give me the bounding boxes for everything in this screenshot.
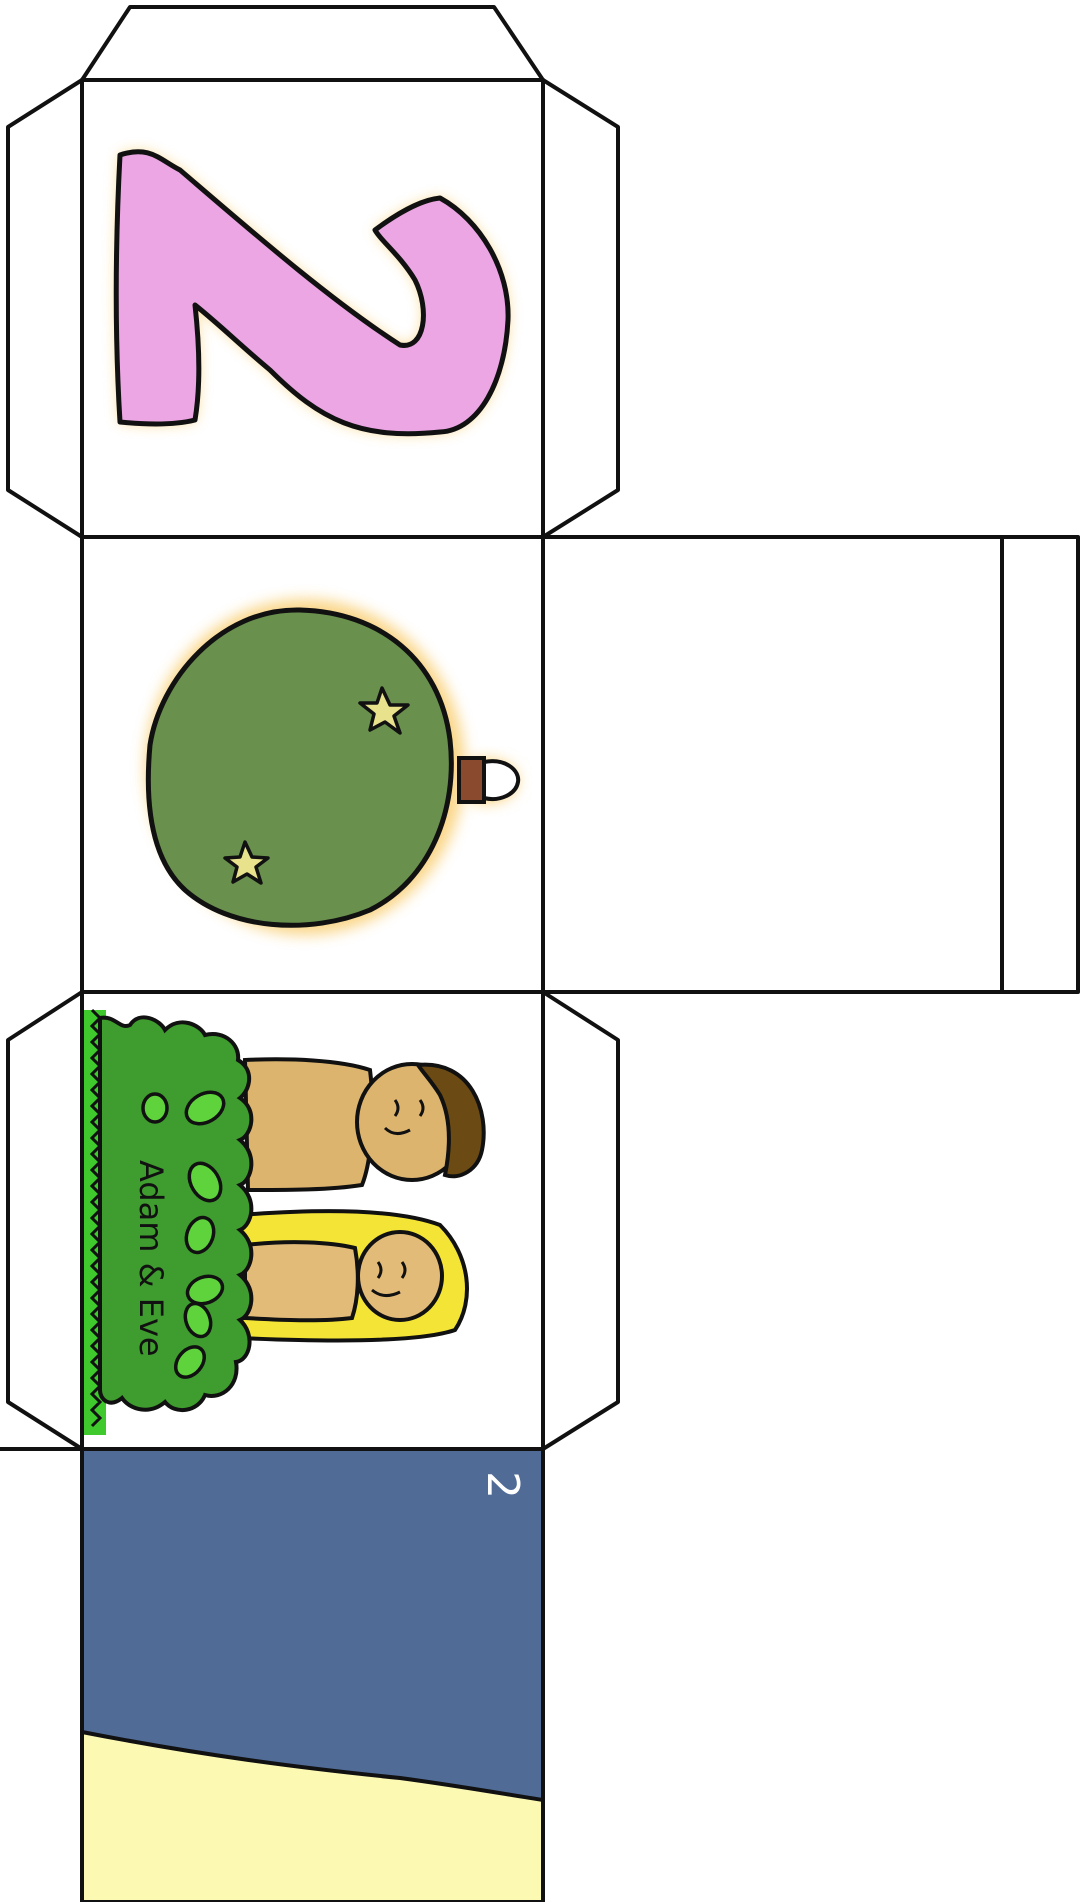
day-number: [0, 0, 1, 1]
number-two-icon: [116, 152, 508, 434]
bush: [100, 1017, 251, 1410]
adam-figure: [245, 1059, 484, 1190]
story-label-text: Adam & Eve: [132, 1160, 170, 1357]
top-glue-flap: [82, 7, 543, 80]
number-face: [116, 152, 508, 434]
ornament-hook: [484, 761, 518, 799]
face-1-left-flap: [8, 80, 82, 537]
scene-face: [82, 1449, 543, 1902]
face-3-right-flap: [543, 992, 618, 1449]
story-label: [132, 1160, 170, 1357]
corner-number: [477, 1471, 528, 1499]
right-blank-face: [543, 537, 1078, 992]
face-3-left-flap: [8, 992, 82, 1449]
ornament-face: [145, 599, 518, 935]
ornament-ball: [148, 610, 451, 925]
story-face: [84, 1010, 484, 1435]
corner-number-text: 2: [477, 1471, 528, 1499]
ornament-icon: [145, 599, 518, 935]
eve-figure: [240, 1211, 467, 1340]
ornament-cap: [459, 758, 484, 802]
face-1-right-flap: [543, 80, 618, 537]
